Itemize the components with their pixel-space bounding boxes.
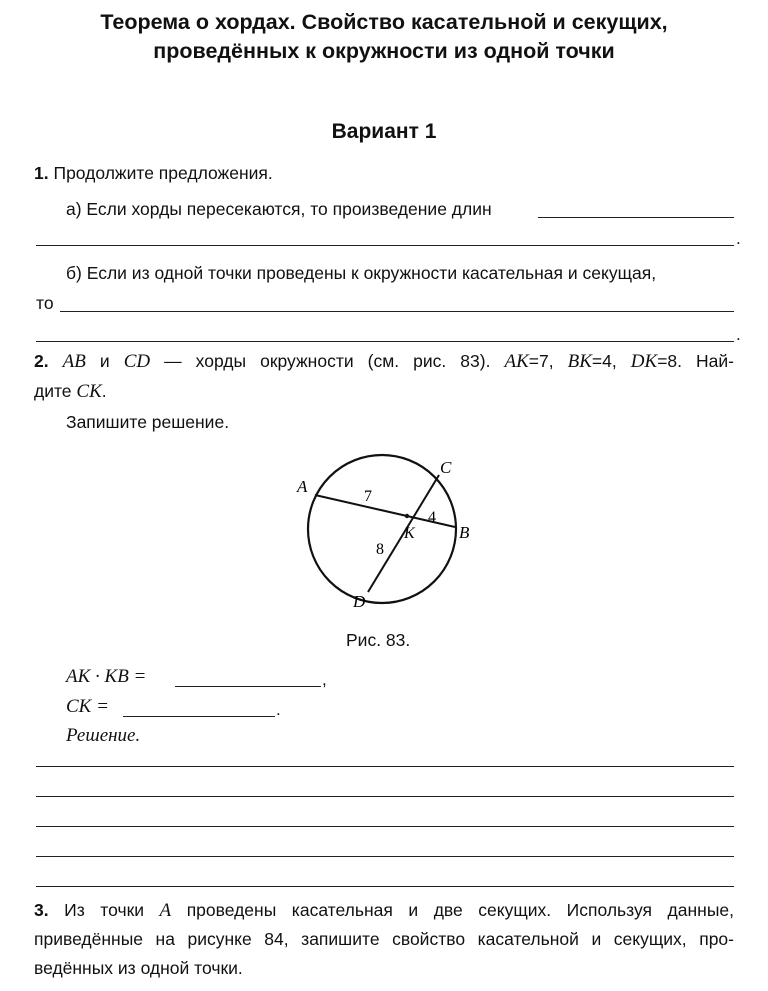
task1-heading [34,163,273,184]
task1-b-period: . [736,325,741,344]
task3-line1 [34,900,734,922]
task1-item-b-cont: то [36,293,54,313]
task3-line1-b: проведены касательная и две секущих. Используя данные, [171,900,734,920]
expr-ck-period: . [276,700,281,719]
figure-83-diagram [290,450,480,620]
task2-chord-cd: CD [123,351,151,372]
task2-statement-line2 [34,381,107,403]
task2-statement-line1 [34,351,734,373]
task1-a-period: . [736,229,741,248]
label-b: B [459,523,470,542]
task2-bk: BK [567,351,592,372]
task3-point-a: A [159,900,172,921]
label-a: A [297,477,308,496]
point-k-mark [405,514,409,518]
solution-line-2[interactable] [36,796,734,797]
task2-ak: AK [504,351,529,372]
task2-ak-value: =7, [528,351,568,371]
circle [308,455,456,603]
task1-b-answer-line-1[interactable] [60,311,734,312]
label-c: C [440,458,452,477]
task2-period: . [101,381,107,401]
task2-dk: DK [630,351,658,372]
label-d: D [353,592,366,611]
task1-item-b: б) Если из одной точки проведены к окружности касательная и секущая, [66,263,657,283]
task1-a-answer-line-2[interactable] [36,245,734,246]
variant-heading: Вариант 1 [331,120,437,143]
solution-line-3[interactable] [36,826,734,827]
task2-write-solution: Запишите решение. [66,412,230,432]
solution-label: Решение. [66,725,141,746]
expr-ck: CK = [66,696,109,717]
length-kb: 4 [428,509,436,526]
task2-and: и [85,351,124,371]
expr-ck-answer-line[interactable] [123,716,275,717]
length-ak: 7 [364,488,372,505]
task2-bk-value: =4, [591,351,631,371]
task2-number: 2. [34,351,49,371]
figure-83-caption: Рис. 83. [346,630,411,650]
expr-ak-kb-answer-line[interactable] [175,686,321,687]
label-k: K [404,525,415,542]
task2-text1: — хорды окружности (см. рис. 83). [150,351,505,371]
task2-dk-value: =8. Най- [657,351,735,371]
task2-ck: CK [76,381,102,402]
task1-prompt: Продолжите предложения. [53,163,273,183]
solution-line-1[interactable] [36,766,734,767]
page-title: Теорема о хордах. Свойство касательной и секущих, [100,10,668,34]
task3-line2: приведённые на рисунке 84, запишите свойство касательной и секущих, про- [34,929,734,949]
solution-line-4[interactable] [36,856,734,857]
task2-chord-ab: AB [62,351,86,372]
solution-line-5[interactable] [36,886,734,887]
task3-number: 3. [34,900,49,920]
task1-b-answer-line-2[interactable] [36,341,734,342]
page-subtitle: проведённых к окружности из одной точки [153,39,615,63]
task2-line2-text: дите [34,381,77,401]
task3-line3: ведённых из одной точки. [34,958,243,978]
expr-ak-kb-comma: , [322,670,327,689]
length-dk: 8 [376,541,384,558]
task3-line1-a: Из точки [64,900,160,920]
task1-item-a: а) Если хорды пересекаются, то произведение длин [66,199,492,219]
task1-number: 1. [34,163,49,183]
task1-a-answer-line-1[interactable] [538,217,734,218]
expr-ak-kb: AK · KB = [66,666,147,687]
